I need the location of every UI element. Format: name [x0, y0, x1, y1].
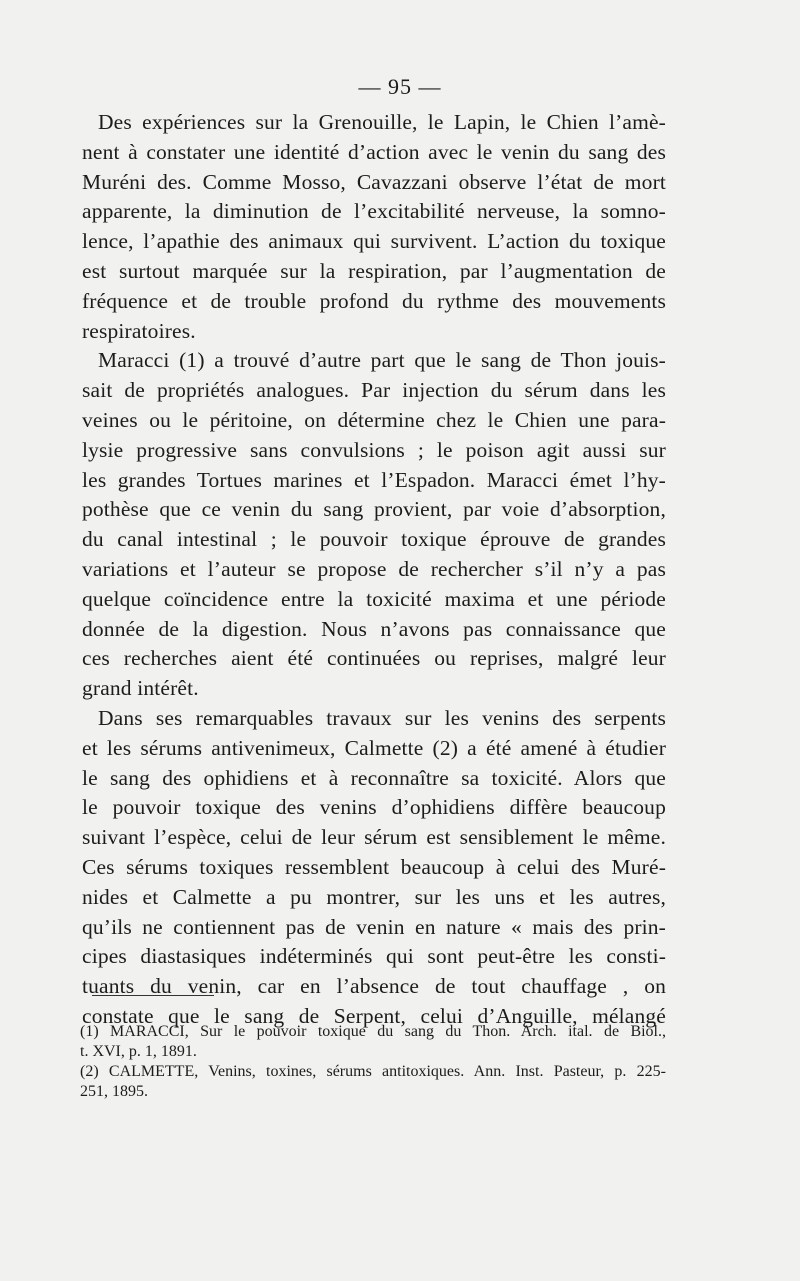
text-line: nent à constater une identité d’action avec le venin du sang des	[82, 139, 666, 164]
text-line: apparente, la diminution de l’excitabilité nerveuse, la somno-	[82, 199, 666, 224]
text-line: donnée de la digestion. Nous n’avons pas connaissance que	[82, 616, 666, 641]
text-line: Ces sérums toxiques ressemblent beaucoup à celui des Muré-	[82, 854, 666, 879]
text-line: quelque coïncidence entre la toxicité maxima et une période	[82, 586, 666, 611]
text-line: lence, l’apathie des animaux qui survivent. L’action du toxique	[82, 229, 666, 254]
text-line: tuants du venin, car en l’absence de tout chauffage , on	[82, 974, 666, 999]
text-line: grand intérêt.	[82, 676, 199, 701]
text-line: fréquence et de trouble profond du rythme des mouvements	[82, 288, 666, 313]
text-line: du canal intestinal ; le pouvoir toxique éprouve de grandes	[82, 527, 666, 552]
text-line: lysie progressive sans convulsions ; le poison agit aussi sur	[82, 437, 666, 462]
footnotes	[80, 1022, 666, 1102]
text-line: variations et l’auteur se propose de rechercher s’il n’y a pas	[82, 556, 666, 581]
text-line: Des expériences sur la Grenouille, le Lapin, le Chien l’amè-	[98, 110, 666, 134]
footnote-line: t. XVI, p. 1, 1891.	[80, 1043, 197, 1060]
text-line: le pouvoir toxique des venins d’ophidiens diffère beaucoup	[82, 795, 666, 820]
text-line: respiratoires.	[82, 318, 196, 343]
text-line: ces recherches aient été continuées ou reprises, malgré leur	[82, 646, 666, 671]
body-text	[82, 108, 666, 1032]
text-line: est surtout marquée sur la respiration, par l’augmentation de	[82, 258, 666, 283]
text-line: sait de propriétés analogues. Par injection du sérum dans les	[82, 378, 666, 403]
text-line: constate que le sang de Serpent, celui d’Anguille, mélangé	[82, 1003, 666, 1028]
text-line: nides et Calmette a pu montrer, sur les uns et les autres,	[82, 884, 666, 909]
text-line: et les sérums antivenimeux, Calmette (2) a été amené à étudier	[82, 735, 666, 760]
text-line: suivant l’espèce, celui de leur sérum est sensiblement le même.	[82, 825, 666, 850]
text-line: cipes diastasiques indéterminés qui sont peut-être les consti-	[82, 944, 666, 969]
text-line: veines ou le péritoine, on détermine chez le Chien une para-	[82, 407, 666, 432]
text-line: le sang des ophidiens et à reconnaître sa toxicité. Alors que	[82, 765, 666, 790]
footnote-divider	[92, 995, 214, 996]
text-line: qu’ils ne contiennent pas de venin en nature « mais des prin-	[82, 914, 666, 939]
text-line: Dans ses remarquables travaux sur les venins des serpents	[98, 705, 666, 730]
page-number: — 95 —	[358, 74, 442, 99]
text-line: pothèse que ce venin du sang provient, par voie d’absorption,	[82, 497, 666, 522]
text-line: Maracci (1) a trouvé d’autre part que le sang de Thon jouis-	[98, 348, 666, 373]
text-line: Muréni des. Comme Mosso, Cavazzani observe l’état de mort	[82, 169, 666, 194]
footnote-line: (2) CALMETTE, Venins, toxines, sérums antitoxiques. Ann. Inst. Pasteur, p. 225-	[80, 1063, 666, 1080]
text-line: les grandes Tortues marines et l’Espadon. Maracci émet l’hy-	[82, 467, 666, 492]
footnote-line: (1) MARACCI, Sur le pouvoir toxique du sang du Thon. Arch. ital. de Biol.,	[80, 1023, 666, 1040]
footnote-line: 251, 1895.	[80, 1083, 148, 1100]
